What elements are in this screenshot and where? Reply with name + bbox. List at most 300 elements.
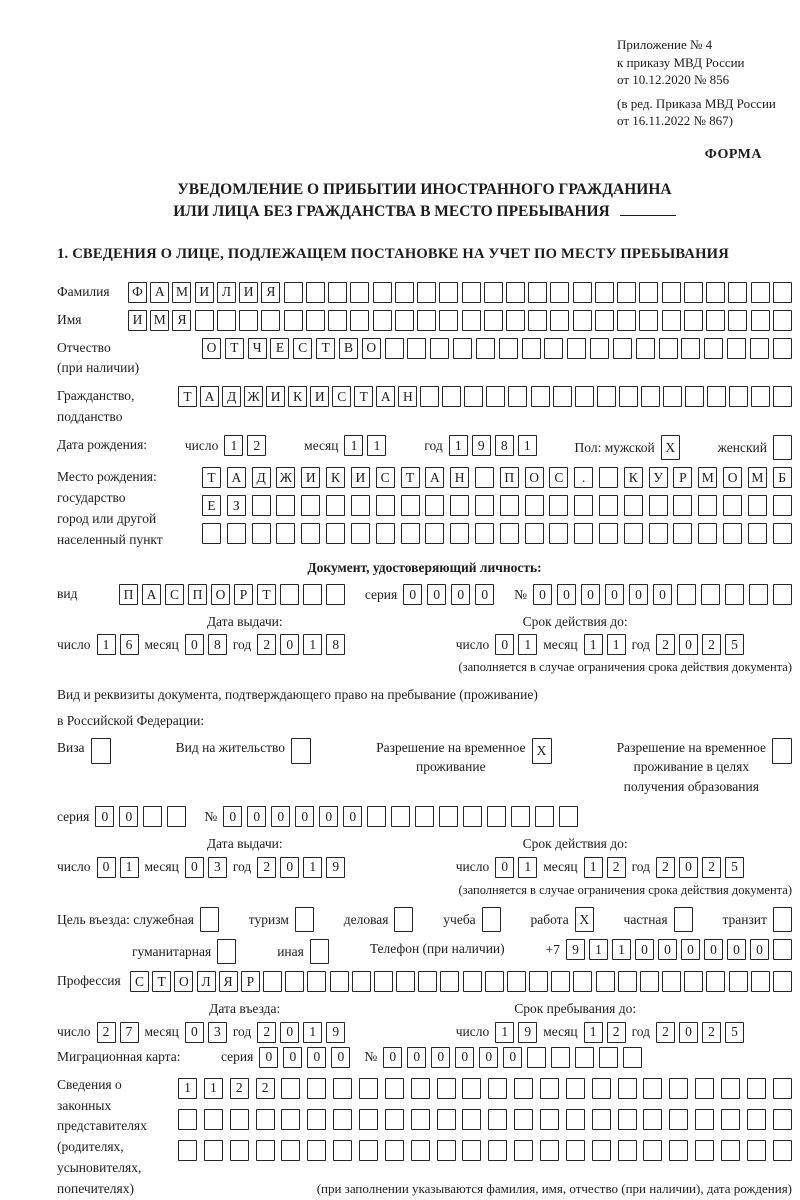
empty-char-cell[interactable] <box>415 806 434 827</box>
empty-char-cell[interactable] <box>385 1109 404 1130</box>
filled-char-cell[interactable]: 0 <box>403 584 422 605</box>
filled-char-cell[interactable]: 3 <box>208 1022 227 1043</box>
empty-char-cell[interactable] <box>488 1140 507 1161</box>
filled-char-cell[interactable]: 1 <box>584 634 603 655</box>
filled-char-cell[interactable]: 0 <box>295 806 314 827</box>
empty-char-cell[interactable] <box>475 495 494 516</box>
filled-char-cell[interactable]: 0 <box>280 857 299 878</box>
empty-char-cell[interactable] <box>514 1078 533 1099</box>
empty-char-cell[interactable] <box>359 1109 378 1130</box>
empty-char-cell[interactable] <box>307 1109 326 1130</box>
filled-char-cell[interactable]: П <box>500 467 519 488</box>
empty-char-cell[interactable] <box>592 1078 611 1099</box>
empty-char-cell[interactable] <box>439 282 458 303</box>
filled-char-cell[interactable]: О <box>174 971 193 992</box>
filled-char-cell[interactable]: 0 <box>750 939 769 960</box>
empty-char-cell[interactable] <box>256 1140 275 1161</box>
empty-char-cell[interactable] <box>573 310 592 331</box>
empty-char-cell[interactable] <box>507 971 526 992</box>
empty-char-cell[interactable] <box>674 907 693 932</box>
filled-char-cell[interactable]: Я <box>172 310 191 331</box>
empty-char-cell[interactable] <box>328 282 347 303</box>
filled-char-cell[interactable]: Б <box>773 467 792 488</box>
empty-char-cell[interactable] <box>376 495 395 516</box>
empty-char-cell[interactable] <box>367 806 386 827</box>
empty-char-cell[interactable] <box>301 523 320 544</box>
empty-char-cell[interactable] <box>252 495 271 516</box>
empty-char-cell[interactable] <box>698 523 717 544</box>
empty-char-cell[interactable] <box>525 523 544 544</box>
filled-char-cell[interactable]: 1 <box>178 1078 197 1099</box>
filled-char-cell[interactable]: И <box>266 386 285 407</box>
empty-char-cell[interactable] <box>450 523 469 544</box>
empty-char-cell[interactable] <box>662 971 681 992</box>
empty-char-cell[interactable] <box>280 584 299 605</box>
empty-char-cell[interactable] <box>420 386 439 407</box>
empty-char-cell[interactable] <box>227 523 246 544</box>
empty-char-cell[interactable] <box>677 584 696 605</box>
empty-char-cell[interactable] <box>727 338 746 359</box>
empty-char-cell[interactable] <box>723 495 742 516</box>
filled-char-cell[interactable]: 2 <box>257 1022 276 1043</box>
empty-char-cell[interactable] <box>662 282 681 303</box>
empty-char-cell[interactable] <box>685 386 704 407</box>
empty-char-cell[interactable] <box>721 1109 740 1130</box>
empty-char-cell[interactable] <box>751 971 770 992</box>
empty-char-cell[interactable] <box>303 584 322 605</box>
filled-char-cell[interactable]: 1 <box>303 634 322 655</box>
empty-char-cell[interactable] <box>351 495 370 516</box>
empty-char-cell[interactable] <box>525 495 544 516</box>
filled-char-cell[interactable]: Ж <box>276 467 295 488</box>
empty-char-cell[interactable] <box>374 971 393 992</box>
filled-char-cell[interactable]: 2 <box>702 634 721 655</box>
empty-char-cell[interactable] <box>204 1109 223 1130</box>
empty-char-cell[interactable] <box>484 310 503 331</box>
filled-char-cell[interactable]: 0 <box>629 584 648 605</box>
empty-char-cell[interactable] <box>728 282 747 303</box>
empty-char-cell[interactable] <box>551 1047 570 1068</box>
empty-char-cell[interactable] <box>640 971 659 992</box>
empty-char-cell[interactable] <box>773 971 792 992</box>
filled-char-cell[interactable]: 0 <box>185 634 204 655</box>
filled-char-cell[interactable]: 0 <box>95 806 114 827</box>
empty-char-cell[interactable] <box>673 523 692 544</box>
empty-char-cell[interactable] <box>773 282 792 303</box>
empty-char-cell[interactable] <box>751 282 770 303</box>
empty-char-cell[interactable] <box>636 338 655 359</box>
empty-char-cell[interactable] <box>528 282 547 303</box>
empty-char-cell[interactable] <box>301 495 320 516</box>
empty-char-cell[interactable] <box>590 338 609 359</box>
filled-char-cell[interactable]: Д <box>252 467 271 488</box>
filled-char-cell[interactable]: 0 <box>557 584 576 605</box>
empty-char-cell[interactable] <box>641 386 660 407</box>
empty-char-cell[interactable] <box>450 495 469 516</box>
empty-char-cell[interactable] <box>417 310 436 331</box>
filled-char-cell[interactable]: 0 <box>581 584 600 605</box>
empty-char-cell[interactable] <box>643 1140 662 1161</box>
empty-char-cell[interactable] <box>453 338 472 359</box>
filled-char-cell[interactable]: 2 <box>230 1078 249 1099</box>
filled-char-cell[interactable]: С <box>549 467 568 488</box>
empty-char-cell[interactable] <box>401 523 420 544</box>
empty-char-cell[interactable] <box>649 523 668 544</box>
empty-char-cell[interactable] <box>662 310 681 331</box>
empty-char-cell[interactable] <box>326 523 345 544</box>
empty-char-cell[interactable] <box>230 1109 249 1130</box>
empty-char-cell[interactable] <box>385 1078 404 1099</box>
filled-char-cell[interactable]: 0 <box>475 584 494 605</box>
filled-char-cell[interactable]: 0 <box>679 857 698 878</box>
filled-char-cell[interactable]: 7 <box>120 1022 139 1043</box>
filled-char-cell[interactable]: Л <box>197 971 216 992</box>
filled-char-cell[interactable]: 1 <box>120 857 139 878</box>
empty-char-cell[interactable] <box>747 1109 766 1130</box>
filled-char-cell[interactable]: 5 <box>725 1022 744 1043</box>
empty-char-cell[interactable] <box>385 1140 404 1161</box>
empty-char-cell[interactable] <box>624 523 643 544</box>
filled-char-cell[interactable]: 0 <box>704 939 723 960</box>
filled-char-cell[interactable]: Т <box>257 584 276 605</box>
empty-char-cell[interactable] <box>695 1078 714 1099</box>
filled-char-cell[interactable]: Я <box>261 282 280 303</box>
filled-char-cell[interactable]: Т <box>401 467 420 488</box>
empty-char-cell[interactable] <box>239 310 258 331</box>
filled-char-cell[interactable]: 5 <box>725 857 744 878</box>
empty-char-cell[interactable] <box>417 282 436 303</box>
filled-char-cell[interactable]: 0 <box>503 1047 522 1068</box>
filled-char-cell[interactable]: 0 <box>431 1047 450 1068</box>
filled-char-cell[interactable]: Ж <box>244 386 263 407</box>
empty-char-cell[interactable] <box>230 1140 249 1161</box>
empty-char-cell[interactable] <box>506 310 525 331</box>
filled-char-cell[interactable]: 2 <box>656 1022 675 1043</box>
filled-char-cell[interactable]: 0 <box>407 1047 426 1068</box>
empty-char-cell[interactable] <box>566 1140 585 1161</box>
empty-char-cell[interactable] <box>485 971 504 992</box>
empty-char-cell[interactable] <box>773 584 792 605</box>
filled-char-cell[interactable]: Р <box>234 584 253 605</box>
empty-char-cell[interactable] <box>773 310 792 331</box>
empty-char-cell[interactable] <box>514 1140 533 1161</box>
empty-char-cell[interactable] <box>281 1078 300 1099</box>
filled-char-cell[interactable]: С <box>376 467 395 488</box>
empty-char-cell[interactable] <box>596 971 615 992</box>
filled-char-cell[interactable]: 1 <box>97 634 116 655</box>
filled-char-cell[interactable]: М <box>172 282 191 303</box>
filled-char-cell[interactable]: 0 <box>319 806 338 827</box>
empty-char-cell[interactable] <box>599 467 618 488</box>
filled-char-cell[interactable]: 0 <box>479 1047 498 1068</box>
empty-char-cell[interactable] <box>592 1109 611 1130</box>
filled-char-cell[interactable]: 0 <box>223 806 242 827</box>
empty-char-cell[interactable] <box>773 1140 792 1161</box>
empty-char-cell[interactable] <box>619 386 638 407</box>
filled-char-cell[interactable]: 0 <box>495 857 514 878</box>
empty-char-cell[interactable] <box>707 386 726 407</box>
filled-char-cell[interactable]: 8 <box>208 634 227 655</box>
empty-char-cell[interactable] <box>617 310 636 331</box>
empty-char-cell[interactable] <box>772 738 792 764</box>
filled-char-cell[interactable]: 0 <box>679 1022 698 1043</box>
empty-char-cell[interactable] <box>439 806 458 827</box>
empty-char-cell[interactable] <box>442 386 461 407</box>
empty-char-cell[interactable] <box>544 338 563 359</box>
filled-char-cell[interactable]: М <box>150 310 169 331</box>
filled-char-cell[interactable]: 2 <box>257 634 276 655</box>
filled-char-cell[interactable]: 0 <box>307 1047 326 1068</box>
empty-char-cell[interactable] <box>599 523 618 544</box>
filled-char-cell[interactable]: 8 <box>326 634 345 655</box>
empty-char-cell[interactable] <box>217 310 236 331</box>
filled-char-cell[interactable]: 0 <box>383 1047 402 1068</box>
empty-char-cell[interactable] <box>618 1140 637 1161</box>
empty-char-cell[interactable] <box>550 282 569 303</box>
filled-char-cell[interactable]: 1 <box>449 435 468 456</box>
filled-char-cell[interactable]: А <box>425 467 444 488</box>
empty-char-cell[interactable] <box>306 282 325 303</box>
empty-char-cell[interactable] <box>359 1078 378 1099</box>
empty-char-cell[interactable] <box>669 1078 688 1099</box>
filled-char-cell[interactable]: А <box>150 282 169 303</box>
filled-char-cell[interactable]: Р <box>241 971 260 992</box>
empty-char-cell[interactable] <box>773 495 792 516</box>
empty-char-cell[interactable] <box>773 523 792 544</box>
empty-char-cell[interactable] <box>575 386 594 407</box>
empty-char-cell[interactable] <box>599 495 618 516</box>
empty-char-cell[interactable] <box>488 1109 507 1130</box>
empty-char-cell[interactable] <box>395 282 414 303</box>
filled-char-cell[interactable]: А <box>376 386 395 407</box>
filled-char-cell[interactable]: И <box>239 282 258 303</box>
empty-char-cell[interactable] <box>529 971 548 992</box>
empty-char-cell[interactable] <box>773 386 792 407</box>
filled-char-cell[interactable]: И <box>195 282 214 303</box>
empty-char-cell[interactable] <box>681 338 700 359</box>
empty-char-cell[interactable] <box>595 282 614 303</box>
empty-char-cell[interactable] <box>506 282 525 303</box>
filled-char-cell[interactable]: 8 <box>495 435 514 456</box>
filled-char-cell[interactable]: О <box>525 467 544 488</box>
empty-char-cell[interactable] <box>748 495 767 516</box>
empty-char-cell[interactable] <box>550 310 569 331</box>
empty-char-cell[interactable] <box>773 907 792 932</box>
empty-char-cell[interactable] <box>599 1047 618 1068</box>
filled-char-cell[interactable]: К <box>288 386 307 407</box>
empty-char-cell[interactable] <box>729 971 748 992</box>
filled-char-cell[interactable]: Т <box>202 467 221 488</box>
filled-char-cell[interactable]: 5 <box>725 634 744 655</box>
filled-char-cell[interactable]: Е <box>270 338 289 359</box>
filled-char-cell[interactable]: 9 <box>326 857 345 878</box>
filled-char-cell[interactable]: 0 <box>451 584 470 605</box>
empty-char-cell[interactable] <box>333 1109 352 1130</box>
empty-char-cell[interactable] <box>540 1140 559 1161</box>
filled-char-cell[interactable]: М <box>698 467 717 488</box>
filled-char-cell[interactable]: 1 <box>303 857 322 878</box>
filled-char-cell[interactable]: 0 <box>495 634 514 655</box>
empty-char-cell[interactable] <box>751 310 770 331</box>
empty-char-cell[interactable] <box>326 584 345 605</box>
empty-char-cell[interactable] <box>439 310 458 331</box>
empty-char-cell[interactable] <box>511 806 530 827</box>
empty-char-cell[interactable] <box>178 1140 197 1161</box>
filled-char-cell[interactable]: 1 <box>607 634 626 655</box>
empty-char-cell[interactable] <box>430 338 449 359</box>
empty-char-cell[interactable] <box>573 282 592 303</box>
filled-char-cell[interactable]: 0 <box>605 584 624 605</box>
empty-char-cell[interactable] <box>540 1109 559 1130</box>
filled-char-cell[interactable]: Т <box>152 971 171 992</box>
empty-char-cell[interactable] <box>359 1140 378 1161</box>
filled-char-cell[interactable]: 2 <box>607 857 626 878</box>
empty-char-cell[interactable] <box>723 523 742 544</box>
empty-char-cell[interactable] <box>475 467 494 488</box>
empty-char-cell[interactable] <box>407 338 426 359</box>
empty-char-cell[interactable] <box>437 1078 456 1099</box>
empty-char-cell[interactable] <box>411 1078 430 1099</box>
empty-char-cell[interactable] <box>567 338 586 359</box>
empty-char-cell[interactable] <box>143 806 162 827</box>
filled-char-cell[interactable]: П <box>188 584 207 605</box>
filled-char-cell[interactable]: А <box>142 584 161 605</box>
empty-char-cell[interactable] <box>695 1140 714 1161</box>
empty-char-cell[interactable] <box>663 386 682 407</box>
filled-char-cell[interactable]: Д <box>222 386 241 407</box>
empty-char-cell[interactable] <box>527 1047 546 1068</box>
filled-char-cell[interactable]: Е <box>202 495 221 516</box>
empty-char-cell[interactable] <box>549 495 568 516</box>
empty-char-cell[interactable] <box>462 282 481 303</box>
empty-char-cell[interactable] <box>462 1109 481 1130</box>
empty-char-cell[interactable] <box>462 1140 481 1161</box>
empty-char-cell[interactable] <box>285 971 304 992</box>
empty-char-cell[interactable] <box>281 1140 300 1161</box>
empty-char-cell[interactable] <box>528 310 547 331</box>
empty-char-cell[interactable] <box>618 1078 637 1099</box>
filled-char-cell[interactable]: 0 <box>185 1022 204 1043</box>
empty-char-cell[interactable] <box>669 1140 688 1161</box>
empty-char-cell[interactable] <box>276 523 295 544</box>
filled-char-cell[interactable]: 9 <box>472 435 491 456</box>
empty-char-cell[interactable] <box>328 310 347 331</box>
empty-char-cell[interactable] <box>721 1140 740 1161</box>
filled-char-cell[interactable]: 2 <box>607 1022 626 1043</box>
filled-char-cell[interactable]: X <box>575 907 594 932</box>
filled-char-cell[interactable]: 0 <box>119 806 138 827</box>
filled-char-cell[interactable]: И <box>301 467 320 488</box>
filled-char-cell[interactable]: 6 <box>120 634 139 655</box>
empty-char-cell[interactable] <box>284 310 303 331</box>
empty-char-cell[interactable] <box>486 386 505 407</box>
filled-char-cell[interactable]: М <box>748 467 767 488</box>
filled-char-cell[interactable]: 1 <box>518 634 537 655</box>
empty-char-cell[interactable] <box>376 523 395 544</box>
empty-char-cell[interactable] <box>574 495 593 516</box>
empty-char-cell[interactable] <box>418 971 437 992</box>
empty-char-cell[interactable] <box>276 495 295 516</box>
filled-char-cell[interactable]: 0 <box>533 584 552 605</box>
empty-char-cell[interactable] <box>669 1109 688 1130</box>
filled-char-cell[interactable]: Т <box>316 338 335 359</box>
empty-char-cell[interactable] <box>202 523 221 544</box>
filled-char-cell[interactable]: 2 <box>702 1022 721 1043</box>
empty-char-cell[interactable] <box>613 338 632 359</box>
empty-char-cell[interactable] <box>352 971 371 992</box>
empty-char-cell[interactable] <box>639 282 658 303</box>
empty-char-cell[interactable] <box>592 1140 611 1161</box>
empty-char-cell[interactable] <box>559 806 578 827</box>
empty-char-cell[interactable] <box>281 1109 300 1130</box>
filled-char-cell[interactable]: 0 <box>247 806 266 827</box>
empty-char-cell[interactable] <box>396 971 415 992</box>
filled-char-cell[interactable]: 0 <box>259 1047 278 1068</box>
empty-char-cell[interactable] <box>508 386 527 407</box>
empty-char-cell[interactable] <box>721 1078 740 1099</box>
empty-char-cell[interactable] <box>659 338 678 359</box>
empty-char-cell[interactable] <box>623 1047 642 1068</box>
empty-char-cell[interactable] <box>395 310 414 331</box>
empty-char-cell[interactable] <box>401 495 420 516</box>
filled-char-cell[interactable]: Т <box>354 386 373 407</box>
empty-char-cell[interactable] <box>463 971 482 992</box>
empty-char-cell[interactable] <box>499 338 518 359</box>
filled-char-cell[interactable]: С <box>332 386 351 407</box>
empty-char-cell[interactable] <box>617 282 636 303</box>
filled-char-cell[interactable]: 1 <box>612 939 631 960</box>
empty-char-cell[interactable] <box>698 495 717 516</box>
empty-char-cell[interactable] <box>462 310 481 331</box>
empty-char-cell[interactable] <box>684 310 703 331</box>
empty-char-cell[interactable] <box>217 939 236 964</box>
empty-char-cell[interactable] <box>200 907 219 932</box>
filled-char-cell[interactable]: Н <box>398 386 417 407</box>
filled-char-cell[interactable]: 0 <box>427 584 446 605</box>
empty-char-cell[interactable] <box>500 523 519 544</box>
empty-char-cell[interactable] <box>411 1140 430 1161</box>
empty-char-cell[interactable] <box>488 1078 507 1099</box>
empty-char-cell[interactable] <box>575 1047 594 1068</box>
empty-char-cell[interactable] <box>252 523 271 544</box>
filled-char-cell[interactable]: У <box>649 467 668 488</box>
empty-char-cell[interactable] <box>307 971 326 992</box>
empty-char-cell[interactable] <box>639 310 658 331</box>
empty-char-cell[interactable] <box>350 310 369 331</box>
filled-char-cell[interactable]: А <box>227 467 246 488</box>
empty-char-cell[interactable] <box>425 523 444 544</box>
filled-char-cell[interactable]: X <box>661 435 680 460</box>
empty-char-cell[interactable] <box>487 806 506 827</box>
empty-char-cell[interactable] <box>476 338 495 359</box>
empty-char-cell[interactable] <box>747 1078 766 1099</box>
filled-char-cell[interactable]: 9 <box>326 1022 345 1043</box>
empty-char-cell[interactable] <box>618 971 637 992</box>
empty-char-cell[interactable] <box>549 523 568 544</box>
empty-char-cell[interactable] <box>597 386 616 407</box>
filled-char-cell[interactable]: 0 <box>185 857 204 878</box>
filled-char-cell[interactable]: 2 <box>247 435 266 456</box>
empty-char-cell[interactable] <box>307 1140 326 1161</box>
empty-char-cell[interactable] <box>595 310 614 331</box>
filled-char-cell[interactable]: 0 <box>455 1047 474 1068</box>
filled-char-cell[interactable]: 1 <box>584 857 603 878</box>
filled-char-cell[interactable]: 2 <box>656 634 675 655</box>
empty-char-cell[interactable] <box>350 282 369 303</box>
filled-char-cell[interactable]: С <box>293 338 312 359</box>
empty-char-cell[interactable] <box>748 523 767 544</box>
filled-char-cell[interactable]: О <box>362 338 381 359</box>
